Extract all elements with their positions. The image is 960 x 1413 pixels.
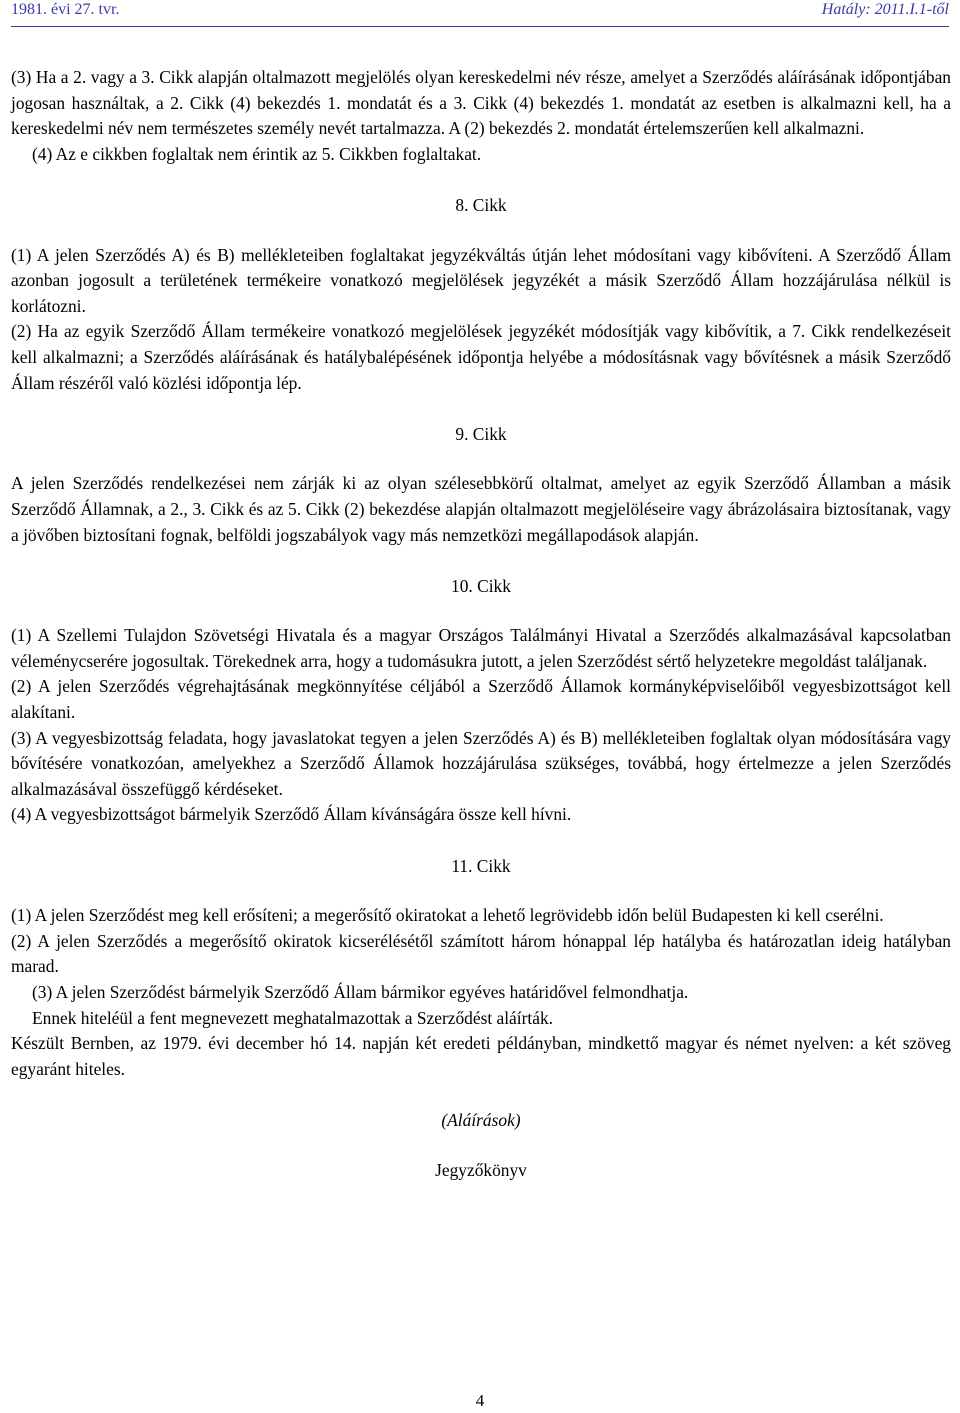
page-header (0, 0, 960, 28)
paragraph-8-2: (2) Ha az egyik Szerződő Állam termékeire vonatkozó megjelölések jegyzékét módosítják vagy kibővítik, a 7. Cikk rendelkezéseit kell alkalmazni; a Szerződés aláírásának és hatálybalépésének időpontja helyébe a módosításnak vagy bővítésnek a másik Szerződő Állam részéről való közlési időpontja lép. (11, 321, 951, 393)
header-effective-date: Hatály: 2011.I.1-től (821, 1, 949, 18)
article-11-heading: 11. Cikk (451, 855, 511, 876)
paragraph-made-in: Készült Bernben, az 1979. évi december hó 14. napján két eredeti példányban, mindkettő magyar és német nyelven: a két szöveg egyaránt hiteles. (11, 1033, 951, 1079)
article-8-heading: 8. Cikk (455, 194, 507, 215)
signatures-note: (Aláírások) (441, 1109, 521, 1130)
paragraph-10-3: (3) A vegyesbizottság feladata, hogy javaslatokat tegyen a jelen Szerződés A) és B) mellékleteiben foglaltak olyan módosítására vagy bővítésére vonatkozóan, amelyekhez a Szerződő Államok hozzájárulása szükséges, továbbá, hogy értelmezze a jelen Szerződés alkalmazásával összefüggő kérdéseket. (11, 727, 951, 799)
paragraph-witness: Ennek hiteléül a fent megnevezett meghatalmazottak a Szerződést aláírták. (32, 1007, 553, 1028)
header-rule (11, 26, 949, 27)
page-number: 4 (475, 1391, 485, 1410)
article-10-heading: 10. Cikk (451, 575, 511, 596)
paragraph-10-1: (1) A Szellemi Tulajdon Szövetségi Hivatala és a magyar Országos Találmányi Hivatal a Szerződés alkalmazásával kapcsolatban véleménycserére jogosultak. Törekednek arra, hogy a tudomásukra jutott, a jelen Szerződést sértő helyzetekre megoldást találjanak. (11, 625, 951, 671)
paragraph-7-4: (4) Az e cikkben foglaltak nem érintik az 5. Cikkben foglaltakat. (32, 143, 482, 164)
paragraph-10-4: (4) A vegyesbizottságot bármelyik Szerződő Állam kívánságára össze kell hívni. (11, 804, 572, 825)
protocol-heading: Jegyzőkönyv (435, 1159, 527, 1180)
paragraph-9: A jelen Szerződés rendelkezései nem zárják ki az olyan szélesebbkörű oltalmat, amelyet az egyik Szerződő Államban a másik Szerződő Államnak, a 2., 3. Cikk és az 5. Cikk (2) bekezdése alapján oltalmazott megjelöléseire vagy ábrázolásaira biztosítanak, vagy a jövőben biztosítani fognak, belföldi jogszabályok vagy más nemzetközi megállapodások alapján. (11, 473, 951, 545)
paragraph-11-1: (1) A jelen Szerződést meg kell erősíteni; a megerősítő okiratokat a lehető legrövidebb időn belül Budapesten ki kell cserélni. (11, 905, 884, 926)
document-body (11, 65, 951, 1183)
paragraph-10-2: (2) A jelen Szerződés végrehajtásának megkönnyítése céljából a Szerződő Államok kormányképviselőiből vegyesbizottságot kell alakítani. (11, 676, 951, 723)
paragraph-11-2: (2) A jelen Szerződés a megerősítő okiratok kicserélésétől számított három hónappal lép hatályba és határozatlan ideig hatályban marad. (11, 930, 951, 977)
article-9-heading: 9. Cikk (455, 423, 507, 444)
header-act-title: 1981. évi 27. tvr. (11, 1, 120, 18)
paragraph-7-3: (3) Ha a 2. vagy a 3. Cikk alapján oltalmazott megjelölés olyan kereskedelmi név része, amelyet a Szerződés aláírásának időpontjában jogosan használtak, a 2. Cikk (4) bekezdés 1. mondatát és a 3. Cikk (4) bekezdés 1. mondatát az esetben is alkalmazni kell, ha a kereskedelmi név nem természetes személy nevét tartalmazza. A (2) bekezdés 2. mondatát értelemszerűen kell alkalmazni. (11, 67, 951, 139)
paragraph-8-1: (1) A jelen Szerződés A) és B) mellékleteiben foglaltakat jegyzékváltás útján lehet módosítani vagy kibővíteni. A Szerződő Állam azonban jogosult a területének termékeire vonatkozó megjelölések jegyzékét a másik Szerződő Állam hozzájárulása nélkül is korlátozni. (11, 244, 951, 316)
paragraph-11-3: (3) A jelen Szerződést bármelyik Szerződő Állam bármikor egyéves határidővel felmondhatja. (32, 982, 689, 1002)
